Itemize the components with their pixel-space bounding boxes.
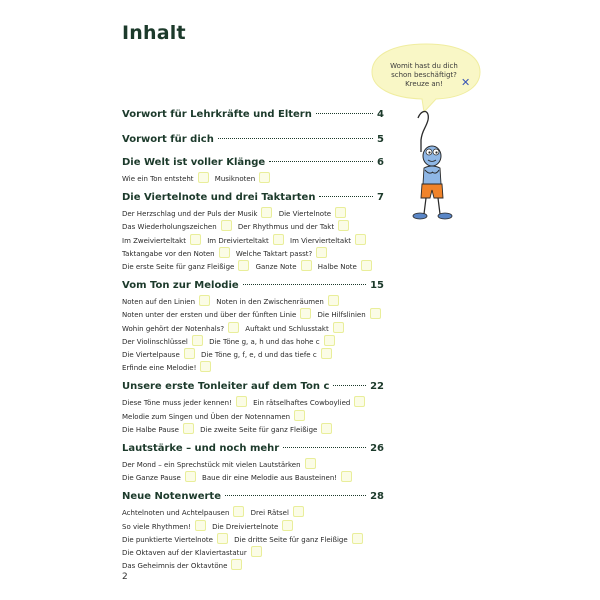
checkbox[interactable]: [352, 533, 363, 544]
toc-entry-title: Vorwort für dich: [122, 134, 214, 145]
subtopic: Die dritte Seite für ganz Fleißige: [234, 535, 348, 544]
toc-entry: [122, 108, 384, 122]
toc-subtopics: [122, 396, 384, 436]
subtopic: Taktangabe vor den Noten: [122, 249, 215, 258]
subtopic: Das Geheimnis der Oktavtöne: [122, 562, 228, 571]
checkbox[interactable]: [190, 234, 201, 245]
subtopic: Die Dreiviertelnote: [212, 522, 279, 531]
subtopic: Diese Töne muss jeder kennen!: [122, 399, 232, 408]
checkbox[interactable]: [184, 348, 195, 359]
checkbox[interactable]: [198, 172, 209, 183]
subtopic-line: [122, 361, 384, 374]
toc-entry-page: 7: [377, 192, 384, 204]
toc-entry-heading: [122, 156, 384, 170]
subtopic-line: [122, 506, 384, 519]
checkbox[interactable]: [321, 423, 332, 434]
subtopic-line: [122, 471, 384, 484]
toc-leader-dots: [225, 495, 366, 496]
subtopic: Auftakt und Schlusstakt: [245, 324, 329, 333]
subtopic: Die Töne g, a, h und das hohe c: [209, 337, 320, 346]
checkbox[interactable]: [300, 308, 311, 319]
subtopic: Ganze Note: [255, 263, 297, 272]
checkbox[interactable]: [199, 295, 210, 306]
subtopic-line: [122, 396, 384, 409]
checkbox[interactable]: [301, 260, 312, 271]
subtopic: Im Dreivierteltakt: [207, 236, 269, 245]
toc-entry-page: 26: [370, 443, 384, 455]
page-title: Inhalt: [122, 22, 186, 44]
subtopic: Melodie zum Singen und Üben der Notennamen: [122, 412, 291, 421]
checkbox[interactable]: [370, 308, 381, 319]
checkbox[interactable]: [341, 471, 352, 482]
checkbox[interactable]: [328, 295, 339, 306]
subtopic-line: [122, 559, 384, 572]
subtopic-line: [122, 458, 384, 471]
page-number: 2: [122, 572, 128, 582]
toc-leader-dots: [218, 138, 373, 139]
toc-entry-page: 4: [377, 109, 384, 120]
checkbox[interactable]: [221, 220, 232, 231]
toc-entry-heading: [122, 442, 384, 456]
subtopic: Achtelnoten und Achtelpausen: [122, 509, 230, 518]
toc-leader-dots: [269, 161, 373, 162]
cross-mark: ✕: [461, 76, 471, 89]
toc-entry-heading: [122, 191, 384, 205]
subtopic-line: [122, 335, 384, 348]
subtopic-line: [122, 207, 384, 220]
subtopic: Wie ein Ton entsteht: [122, 175, 194, 183]
bubble-line: Kreuze an!: [405, 80, 443, 88]
toc-leader-dots: [316, 113, 373, 114]
subtopic: Die Ganze Pause: [122, 474, 181, 483]
subtopic: Der Herzschlag und der Puls der Musik: [122, 210, 258, 219]
toc-entry-title: Unsere erste Tonleiter auf dem Ton c: [122, 381, 330, 393]
toc-entry-page: 28: [370, 491, 384, 503]
subtopic: Noten in den Zwischenräumen: [216, 298, 324, 307]
checkbox[interactable]: [236, 396, 247, 407]
toc-leader-dots: [243, 284, 366, 285]
subtopic-line: [122, 220, 384, 233]
subtopic: Das Wiederholungszeichen: [122, 223, 217, 232]
toc-entry-title: Neue Notenwerte: [122, 491, 221, 503]
checkbox[interactable]: [338, 220, 349, 231]
toc-entry: [122, 156, 384, 185]
checkbox[interactable]: [355, 234, 366, 245]
subtopic-line: [122, 308, 384, 321]
toc-entry: [122, 191, 384, 273]
bubble-line: schon beschäftigt?: [391, 71, 457, 79]
toc-subtopics: [122, 295, 384, 374]
toc-entry-title: Lautstärke – und noch mehr: [122, 443, 280, 455]
toc-entry-page: 15: [370, 280, 384, 292]
toc-leader-dots: [333, 385, 366, 386]
toc-entry-title: Die Welt ist voller Klänge: [122, 157, 266, 168]
subtopic-line: [122, 520, 384, 533]
speech-bubble-text: [374, 62, 474, 89]
subtopic: So viele Rhythmen!: [122, 522, 191, 531]
checkbox[interactable]: [183, 423, 194, 434]
checkbox[interactable]: [294, 410, 305, 421]
toc-subtopics: [122, 207, 384, 273]
table-of-contents: [122, 108, 384, 572]
toc-entry-heading: [122, 380, 384, 394]
checkbox[interactable]: [324, 335, 335, 346]
subtopic: Die Viertelpause: [122, 351, 180, 360]
checkbox[interactable]: [231, 559, 242, 570]
toc-subtopics: [122, 172, 384, 185]
subtopic: Halbe Note: [317, 263, 357, 272]
subtopic: Die Oktaven auf der Klaviertastatur: [122, 549, 247, 558]
checkbox[interactable]: [195, 520, 206, 531]
toc-entry: [122, 490, 384, 572]
subtopic: Baue dir eine Melodie aus Bausteinen!: [202, 474, 338, 483]
subtopic: Musiknoten: [214, 175, 256, 183]
subtopic-line: [122, 295, 384, 308]
subtopic: Die Hilfslinien: [317, 311, 366, 320]
toc-entry-page: 5: [377, 134, 384, 145]
subtopic: Der Mond – ein Sprechstück mit vielen Lautstärken: [122, 461, 301, 470]
subtopic: Die punktierte Viertelnote: [122, 535, 213, 544]
subtopic: Die Halbe Pause: [122, 425, 179, 434]
checkbox[interactable]: [200, 361, 211, 372]
checkbox[interactable]: [251, 546, 262, 557]
toc-entry-heading: [122, 108, 384, 122]
toc-entry-title: Die Viertelnote und drei Taktarten: [122, 192, 316, 204]
checkbox[interactable]: [282, 520, 293, 531]
toc-entry-page: 6: [377, 157, 384, 168]
subtopic-line: [122, 322, 384, 335]
checkbox[interactable]: [273, 234, 284, 245]
checkbox[interactable]: [335, 207, 346, 218]
toc-entry-title: Vom Ton zur Melodie: [122, 280, 239, 292]
subtopic: Welche Taktart passt?: [235, 249, 313, 258]
subtopic: Ein rätselhaftes Cowboylied: [253, 399, 351, 408]
subtopic-line: [122, 546, 384, 559]
subtopic-line: [122, 348, 384, 361]
subtopic: Im Zweivierteltakt: [122, 236, 186, 245]
subtopic: Noten auf den Linien: [122, 298, 196, 307]
checkbox[interactable]: [185, 471, 196, 482]
subtopic: Im Viervierteltakt: [290, 236, 352, 245]
checkbox[interactable]: [333, 322, 344, 333]
subtopic: Die Viertelnote: [278, 210, 332, 219]
toc-entry-heading: [122, 279, 384, 293]
checkbox[interactable]: [192, 335, 203, 346]
checkbox[interactable]: [217, 533, 228, 544]
checkbox[interactable]: [293, 506, 304, 517]
subtopic: Der Rhythmus und der Takt: [237, 223, 335, 232]
subtopic: Die Töne g, f, e, d und das tiefe c: [200, 351, 317, 360]
checkbox[interactable]: [261, 207, 272, 218]
toc-leader-dots: [283, 447, 366, 448]
toc-entry: [122, 442, 384, 484]
checkbox[interactable]: [305, 458, 316, 469]
subtopic-line: [122, 410, 384, 423]
checkbox[interactable]: [354, 396, 365, 407]
toc-entry-title: Vorwort für Lehrkräfte und Eltern: [122, 109, 312, 120]
subtopic: Drei Rätsel: [250, 509, 289, 518]
subtopic: Erfinde eine Melodie!: [122, 364, 197, 373]
checkbox[interactable]: [316, 247, 327, 258]
toc-entry: [122, 279, 384, 374]
toc-entry: [122, 133, 384, 147]
subtopic-line: [122, 533, 384, 546]
subtopic-line: [122, 260, 384, 273]
checkbox[interactable]: [238, 260, 249, 271]
subtopic-line: [122, 234, 384, 247]
checkbox[interactable]: [361, 260, 372, 271]
subtopic: Noten unter der ersten und über der fünften Linie: [122, 311, 297, 320]
subtopic-line: [122, 172, 384, 185]
toc-entry-page: 22: [370, 381, 384, 393]
subtopic-line: [122, 423, 384, 436]
toc-entry-heading: [122, 133, 384, 147]
checkbox[interactable]: [228, 322, 239, 333]
subtopic: Wohin gehört der Notenhals?: [122, 324, 225, 333]
subtopic: Die erste Seite für ganz Fleißige: [122, 263, 235, 272]
subtopic: Die zweite Seite für ganz Fleißige: [200, 425, 318, 434]
toc-entry: [122, 380, 384, 436]
checkbox[interactable]: [233, 506, 244, 517]
toc-entry-heading: [122, 490, 384, 504]
subtopic-line: [122, 247, 384, 260]
checkbox[interactable]: [259, 172, 270, 183]
subtopic: Der Violinschlüssel: [122, 337, 188, 346]
toc-subtopics: [122, 506, 384, 572]
note-character-illustration: [396, 100, 476, 225]
checkbox[interactable]: [321, 348, 332, 359]
toc-subtopics: [122, 458, 384, 484]
bubble-line: Womit hast du dich: [390, 62, 458, 70]
toc-leader-dots: [319, 196, 373, 197]
checkbox[interactable]: [219, 247, 230, 258]
